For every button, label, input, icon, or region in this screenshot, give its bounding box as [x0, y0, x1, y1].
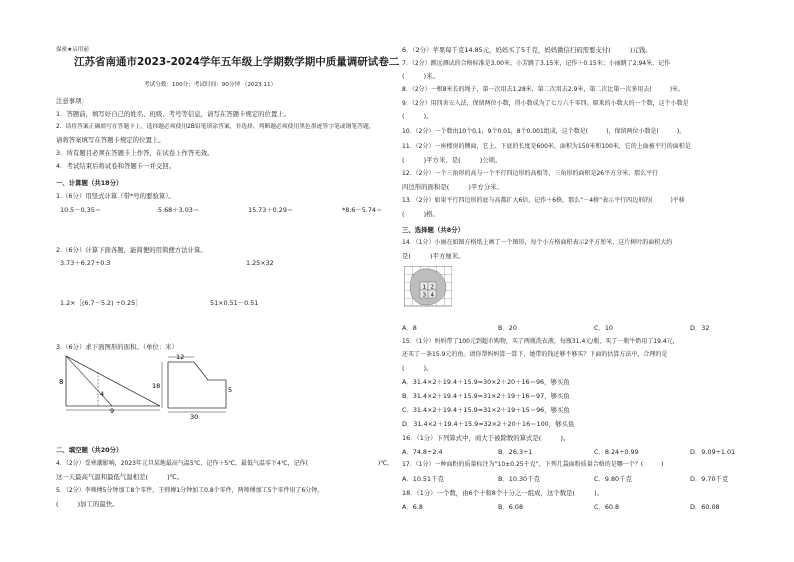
question-12-cont: 四边形的面积是( )平方分米。	[402, 183, 503, 191]
q2-item-1: 3.73＋6.27÷0.3	[60, 259, 111, 267]
q15-option-d: D．31.4×2＋19.4＋15.9≈32×2＋20＋16＝100，够买鱼	[402, 420, 575, 428]
notice-1: 1．答题前，填写好自己的姓名、班级、考号等信息，请写在答题卡规定的位置上。	[56, 110, 291, 118]
q15-option-a: A．31.4×2＋19.4＋15.9≈30×2＋20＋16＝96，够买鱼	[402, 378, 570, 386]
notice-2: 2．请将答案正确填写在答题卡上，选择题必须使用2B铅笔填涂答案，非选择、判断题必须使用黑色墨迹签字笔或钢笔答题，	[56, 124, 375, 130]
fig1-label-side: 8	[59, 378, 64, 386]
q17-option-b: B．10.30千克	[498, 475, 540, 483]
section-3-heading: 三、选择题（共8分）	[402, 226, 464, 234]
q16-option-c: C．8.24÷0.99	[594, 448, 639, 456]
q14-option-c: C．10	[594, 324, 613, 332]
question-10: 10．（2分）一个数由10个0.1，9个0.01，8个0.001组成，这个数是( )，保留两位小数是( )。	[402, 128, 686, 135]
q14-option-a: A．8	[402, 324, 417, 332]
question-6: 6．（2分）苹果每千克14.85元，妈妈买了5千克，妈妈微信扫码需要支付( )元钱。	[402, 46, 652, 54]
grid-num-3: 3	[422, 292, 426, 299]
question-7-cont: ( )米。	[402, 72, 439, 80]
question-17: 17．（1分）一种面粉的质量标注为“10±0.25千克”，下列几袋面粉质量合格的是哪一个？( )	[402, 461, 664, 468]
question-4-unit: )℃，	[378, 460, 394, 467]
question-16: 16．（1分）下列算式中，商大于被除数的算式是( )。	[402, 434, 570, 442]
fig1-label-base: 9	[110, 407, 115, 414]
q15-option-b: B．31.4×2＋19.4＋15.9≈31×2＋19＋16＝97，够买鱼	[402, 392, 570, 400]
section-2-heading: 二、填空题（共20分）	[56, 446, 123, 454]
question-18: 18．（1分）一个数，由6个十和8个十分之一组成，这个数是( )。	[402, 489, 604, 497]
q16-option-b: B．26.3÷1	[498, 448, 533, 456]
question-11-cont: ( )平方米，是( )公顷。	[402, 156, 502, 164]
question-4: 4．（2分）受寒潮影响，2023年元旦某地最高气温5℃，记作＋5℃，最低气温零下4℃，记作(	[56, 460, 308, 467]
exam-meta: 考试分数：100分；考试时间：90分钟 （2023.11）	[144, 82, 277, 88]
question-15-cont: 还买了一条15.9元的鱼。请你帮妈妈算一算下，她带的钱还够不够买？下面的估算方法中，合理的是	[402, 351, 668, 358]
q1-item-4: *8.6－5.74＝	[342, 206, 383, 214]
question-9-cont: ( )。	[402, 112, 433, 120]
right-column	[402, 0, 780, 562]
question-1: 1.（6分）用竖式计算（带*号的要验算）。	[56, 192, 175, 200]
fig1-label-height: 4	[100, 390, 105, 398]
q14-option-d: D．32	[690, 324, 710, 332]
grid-num-4: 4	[430, 292, 434, 299]
question-4-cont: 这一天最高气温和最低气温相差( )℃。	[56, 473, 184, 481]
q2-item-3: 1.2×［(6.7－5.2) ÷0.25］	[60, 299, 142, 307]
q1-item-1: 10.5－0.35＝	[60, 206, 102, 214]
exam-title: 江苏省南通市2023-2024学年五年级上学期数学期中质量调研试卷二	[74, 56, 400, 68]
question-13-cont: ( )格。	[402, 210, 439, 218]
notice-4: 4．考试结束后将试卷和答题卡一并交回。	[56, 162, 176, 170]
q17-option-c: C．9.80千克	[594, 475, 632, 483]
q16-option-d: D．9.09÷1.01	[690, 448, 736, 456]
question-14: 14．（1分）小丽在如图方格纸上画了一个图形，每个小方格面积表示2平方厘米，这片树叶的面积大约	[402, 239, 673, 246]
q18-option-a: A．6.8	[402, 503, 423, 511]
q16-option-a: A．74.8÷2.4	[402, 448, 443, 456]
q2-item-2: 1.25×32	[246, 259, 274, 267]
q15-option-c: C．31.4×2＋19.4＋15.9≈31×2＋19＋15＝96，够买鱼	[402, 406, 570, 414]
q17-option-a: A．10.51千克	[402, 475, 444, 483]
fig2-label-base: 30	[190, 413, 199, 420]
q18-option-b: B．6.08	[498, 503, 524, 511]
section-1-heading: 一、计算题（共18分）	[56, 179, 123, 187]
q1-item-2: 5.68＋3.03＝	[158, 206, 200, 214]
grid-num-1: 1	[422, 284, 426, 291]
q2-item-4: 51×0.51－0.51	[210, 299, 259, 307]
q17-option-d: D．9.70千克	[690, 475, 729, 483]
notice-heading: 注意事项：	[56, 97, 88, 105]
question-11: 11．（2分）一座楼房的侧面，它上、下底的长度是600米，面积为150米和100米，它的上面被平行的面积是	[402, 143, 691, 150]
question-15: 15．（1分）妈妈带了100元到超市购物，买了两瓶洗衣液，每瓶31.4元/瓶，买了一瓶牛奶用了19.4元，	[402, 338, 679, 345]
composite-figure	[146, 352, 246, 420]
question-13: 13．（2分）如果平行四边形的底与高都扩大6倍，记作＋6格，那么“－4格”表示平行四边形的( )平移	[402, 197, 685, 204]
q18-option-d: D．60.08	[690, 503, 720, 511]
q18-option-c: C．60.8	[594, 503, 620, 511]
question-14-cont: 是( )平方厘米。	[402, 252, 465, 260]
question-7: 7．（2分）跳远测试的合格标准是3.00米，小芳跳了3.15米，记作＋0.15米；小丽跳了2.94米，记作	[402, 60, 671, 67]
secret-mark: 保密★启用前	[56, 47, 89, 53]
q14-option-b: B．20	[498, 324, 517, 332]
grid-num-2: 2	[430, 284, 434, 291]
question-8: 8．（2分）一根8米长的绳子，第一次用去1.28米，第二次用去2.9米，第二次比第一次多用去( )米。	[402, 86, 685, 93]
left-column	[56, 0, 400, 562]
question-3: 3.（6分）求下面图形的面积。（单位：米）	[56, 343, 178, 351]
fig2-label-right: 5	[228, 386, 233, 394]
leaf-grid-figure	[404, 266, 452, 312]
question-5-cont: ( )加工的最快。	[56, 500, 119, 508]
q1-item-3: 15.73＋0.29＝	[248, 206, 294, 214]
question-2: 2.（6分）计算下面各题，能简便的用简便方法计算。	[56, 246, 207, 254]
fig2-label-top: 12	[176, 353, 185, 361]
question-9: 9．（2分）用四舍五入法，保留两位小数，得小数成为了七万六千零四。原来的小数大的一个数，这个小数是	[402, 100, 689, 107]
question-15-blank: ( )。	[402, 364, 433, 372]
question-12: 12．（2分）一个三角形的高与一个平行四边形的高相等，三角形的面积是26平方分米，那么平行	[402, 170, 659, 177]
notice-3: 3．所有题目必须在答题卡上作答，在试卷上作答无效。	[56, 149, 214, 157]
notice-2-cont: 请将答案填写在答题卡规定的位置上。	[56, 136, 165, 144]
fig2-label-height: 18	[152, 382, 161, 390]
question-5: 5．（2分）李师傅5分钟加工8个零件，王师傅1分钟加工0.8个零件，两师傅加工5个零件用了6分钟，	[56, 487, 324, 494]
